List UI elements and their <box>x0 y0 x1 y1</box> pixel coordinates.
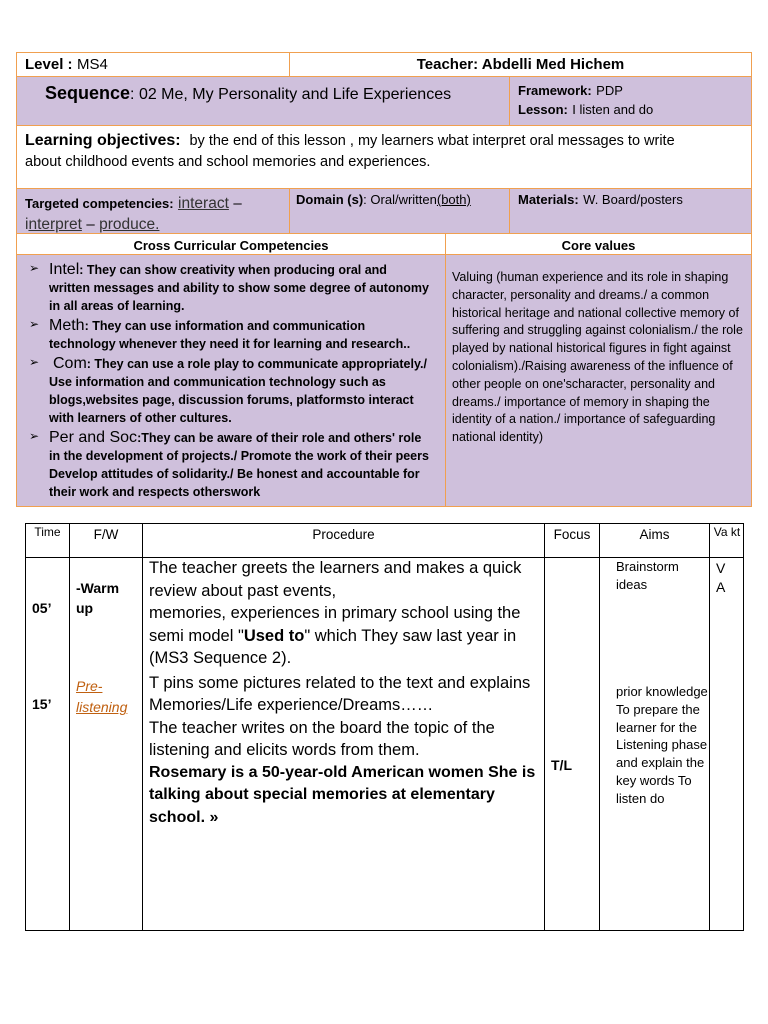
procedure-step <box>149 602 541 670</box>
domain-label: Domain (s) <box>296 192 364 207</box>
procedure-step: T pins some pictures related to the text and explains <box>149 673 531 692</box>
aims-brainstorm: Brainstorm ideas <box>616 559 679 592</box>
header-focus: Focus <box>553 527 591 542</box>
cross-header-label: Cross Curricular Competencies <box>133 238 329 253</box>
teacher-label: Teacher: Abdelli Med Hichem <box>416 56 625 73</box>
divider <box>709 523 710 931</box>
targeted-label: Targeted competencies: <box>25 196 174 211</box>
competency-interpret-i: i <box>25 216 29 233</box>
domain-cell <box>289 188 510 234</box>
level-value: MS4 <box>76 56 108 73</box>
divider <box>599 523 600 931</box>
cross-item-intel <box>25 261 431 315</box>
focus-value: T/L <box>551 757 572 773</box>
objectives-text-2: about childhood events and school memories and experiences. <box>25 154 431 170</box>
divider <box>544 523 545 931</box>
targeted-competencies-cell <box>16 188 290 234</box>
cross-item-meth <box>25 317 431 353</box>
aims-prior-knowledge: prior knowledge To prepare the learner for the Listening phase and explain the key words To listen do <box>616 684 708 806</box>
lesson-label: Lesson: <box>518 102 568 117</box>
procedure-step: The teacher greets the learners and makes a quick review about past events, <box>149 559 522 600</box>
materials-cell <box>509 188 752 234</box>
header-vakt: Va kt <box>713 525 741 539</box>
procedure-text: memories, experiences in primary school using the semi model " <box>149 604 521 645</box>
sequence-value: : 02 Me, My Personality and Life Experiences <box>130 86 452 103</box>
cross-header <box>16 233 446 255</box>
procedure-bold: Used to <box>243 626 305 645</box>
cross-competencies-cell <box>16 254 446 507</box>
dash: – <box>86 216 95 233</box>
domain-both: (both) <box>436 192 471 207</box>
dash: – <box>233 195 242 212</box>
time-prelistening: 15’ <box>32 696 52 712</box>
core-values-header-label: Core values <box>561 238 636 253</box>
cross-item-title: Com <box>53 355 87 372</box>
procedure-text: " which They saw last year in (MS3 Sequence 2). <box>149 626 517 667</box>
level-cell <box>16 52 290 77</box>
cross-item-title: Meth <box>49 317 85 334</box>
core-values-text: Valuing (human experience and its role in shaping character, personality and dreams./ a common historical heritage and national collective memory of suffering and struggling against colonialism./ the role played by national historical figures in fight against colonialism)./Raising awareness of the influence of other people on one'scharacter, personality and dreams./ importance of memory in shaping the identity of a nation./ importance of safeguarding national identity) <box>452 270 743 445</box>
header-aims: Aims <box>639 527 670 542</box>
cross-item-text: : They can use a role play to communicate appropriately./ Use information and communication technology such as blogs,websites page, discussion forums, platformsto interact with learners of other cultures. <box>49 357 427 425</box>
procedure-step-topic: Rosemary is a 50-year-old American women She is talking about special memories at elementary school. » <box>149 763 536 826</box>
cross-item-text: :They can be aware of their role and others' role in the development of projects./ Promote the work of their peers Develop attitudes of solidarity./ Be honest and accountable for their work and respects otherswork <box>49 431 429 499</box>
lesson-value: I listen and do <box>572 102 654 117</box>
framework-cell <box>509 76 752 126</box>
procedure-step: Memories/Life experience/Dreams…… <box>149 696 434 714</box>
stage-prelistening: Pre-listening <box>76 678 128 715</box>
cross-item-title: Intel <box>49 261 80 278</box>
cross-item-com <box>25 355 431 427</box>
materials-label: Materials: <box>518 192 579 207</box>
time-warmup: 05’ <box>32 600 52 616</box>
header-time: Time <box>34 525 61 539</box>
procedure-step: The teacher writes on the board the topic of the listening and elicits words from them. <box>149 718 495 759</box>
teacher-cell <box>289 52 752 77</box>
stage-warmup: -Warm up <box>76 580 120 616</box>
cross-item-title: Per and Soc <box>49 429 138 446</box>
sequence-cell <box>16 76 510 126</box>
divider <box>69 523 70 931</box>
arrow-bullet-icon: ➢ <box>29 355 40 369</box>
materials-value: W. Board/posters <box>583 192 683 207</box>
arrow-bullet-icon: ➢ <box>29 429 40 443</box>
procedure-content <box>149 557 541 829</box>
objectives-text-1: by the end of this lesson , my learners wbat interpret oral messages to write <box>189 133 675 149</box>
domain-value: : Oral/written <box>363 192 437 207</box>
divider <box>142 523 143 931</box>
sequence-label: Sequence <box>45 83 131 103</box>
arrow-bullet-icon: ➢ <box>29 261 40 275</box>
cross-item-text: : They can use information and communication technology whenever they need it for learning and research.. <box>49 319 411 351</box>
level-label: Level : <box>25 56 73 73</box>
header-procedure: Procedure <box>312 527 375 542</box>
header-fw: F/W <box>93 527 119 542</box>
core-values-header <box>445 233 752 255</box>
framework-value: PDP <box>596 83 623 98</box>
competency-interpret: nterpret <box>28 216 82 233</box>
cross-item-persoc <box>25 429 431 501</box>
competency-interact: interact <box>178 195 229 212</box>
arrow-bullet-icon: ➢ <box>29 317 40 331</box>
vakt-value: V A <box>716 560 726 595</box>
cross-item-text: : They can show creativity when producing oral and written messages and ability to show some degree of autonomy in all areas of learning. <box>49 263 429 313</box>
core-values-cell <box>445 254 752 507</box>
competency-produce: produce. <box>99 216 160 233</box>
framework-label: Framework: <box>518 83 592 98</box>
objectives-cell <box>16 125 752 189</box>
objectives-label: Learning objectives: <box>25 132 181 149</box>
